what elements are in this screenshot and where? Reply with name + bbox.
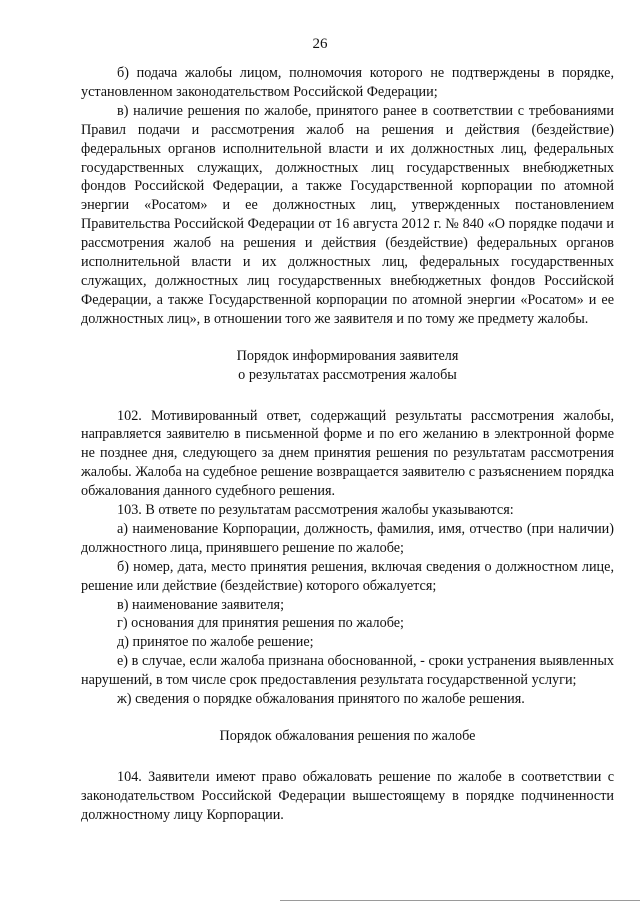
list-item-g: г) основания для принятия решения по жалобе;: [117, 615, 404, 632]
spacer: [81, 709, 614, 727]
spacer: [81, 385, 614, 407]
section-heading-informing-line2: о результатах рассмотрения жалобы: [238, 366, 457, 383]
list-item-b: б) номер, дата, место принятия решения, включая сведения о должностном лице, решение или действие (бездействие) которого обжалуется;: [81, 558, 614, 594]
paragraph-102: 102. Мотивированный ответ, содержащий результаты рассмотрения жалобы, направляется заявителю в письменной форме и по его желанию в электронной форме не позднее дня, следующего за днем принятия решения по результатам рассмотрения жалобы. Жалоба на судебное решение возвращается заявителю с разъяснением порядка обжалования данного судебного решения.: [81, 407, 614, 500]
document-body: [81, 64, 614, 825]
page-number: 26: [312, 36, 328, 52]
spacer: [81, 746, 614, 768]
list-item-a: а) наименование Корпорации, должность, фамилия, имя, отчество (при наличии) должностного лица, принявшего решение по жалобе;: [81, 520, 614, 556]
list-item-v: в) наименование заявителя;: [117, 596, 285, 613]
list-item-d: д) принятое по жалобе решение;: [117, 634, 314, 651]
paragraph-v: в) наличие решения по жалобе, принятого ранее в соответствии с требованиями Правил подачи и рассмотрения жалоб на решения и действия (бездействие) федеральных органов исполнительной власти и их должностных лиц, федеральных государственных служащих, должностных лиц государственных внебюджетных фондов Российской Федерации, а также Государственной корпорации по атомной энергии «Росатом» и ее должностных лиц, утвержденных постановлением Правительства Российской Федерации от 16 августа 2012 г. № 840 «О порядке подачи и рассмотрения жалоб на решения и действия (бездействие) федеральных органов исполнительной власти и их должностных лиц, федеральных государственных служащих, должностных лиц государственных внебюджетных фондов Российской Федерации, а также Государственной корпорации по атомной энергии «Росатом» и ее должностных лиц», в отношении того же заявителя и по тому же предмету жалобы.: [81, 102, 614, 327]
spacer: [81, 329, 614, 347]
paragraph-103: 103. В ответе по результатам рассмотрения жалобы указываются:: [117, 502, 514, 519]
paragraph-104: 104. Заявители имеют право обжаловать решение по жалобе в соответствии с законодательством Российской Федерации вышестоящему в порядке подчиненности должностному лицу Корпорации.: [81, 768, 614, 823]
section-heading-informing-line1: Порядок информирования заявителя: [236, 347, 459, 364]
paragraph-b: б) подача жалобы лицом, полномочия которого не подтверждены в порядке, установленном законодательством Российской Федерации;: [81, 65, 614, 100]
section-heading-appeal: Порядок обжалования решения по жалобе: [219, 728, 476, 744]
list-item-zh: ж) сведения о порядке обжалования принятого по жалобе решения.: [117, 691, 525, 708]
scan-edge-line: [280, 900, 640, 901]
list-item-e: е) в случае, если жалоба признана обоснованной, - сроки устранения выявленных нарушений, в том числе срок предоставления результата государственной услуги;: [81, 653, 614, 689]
